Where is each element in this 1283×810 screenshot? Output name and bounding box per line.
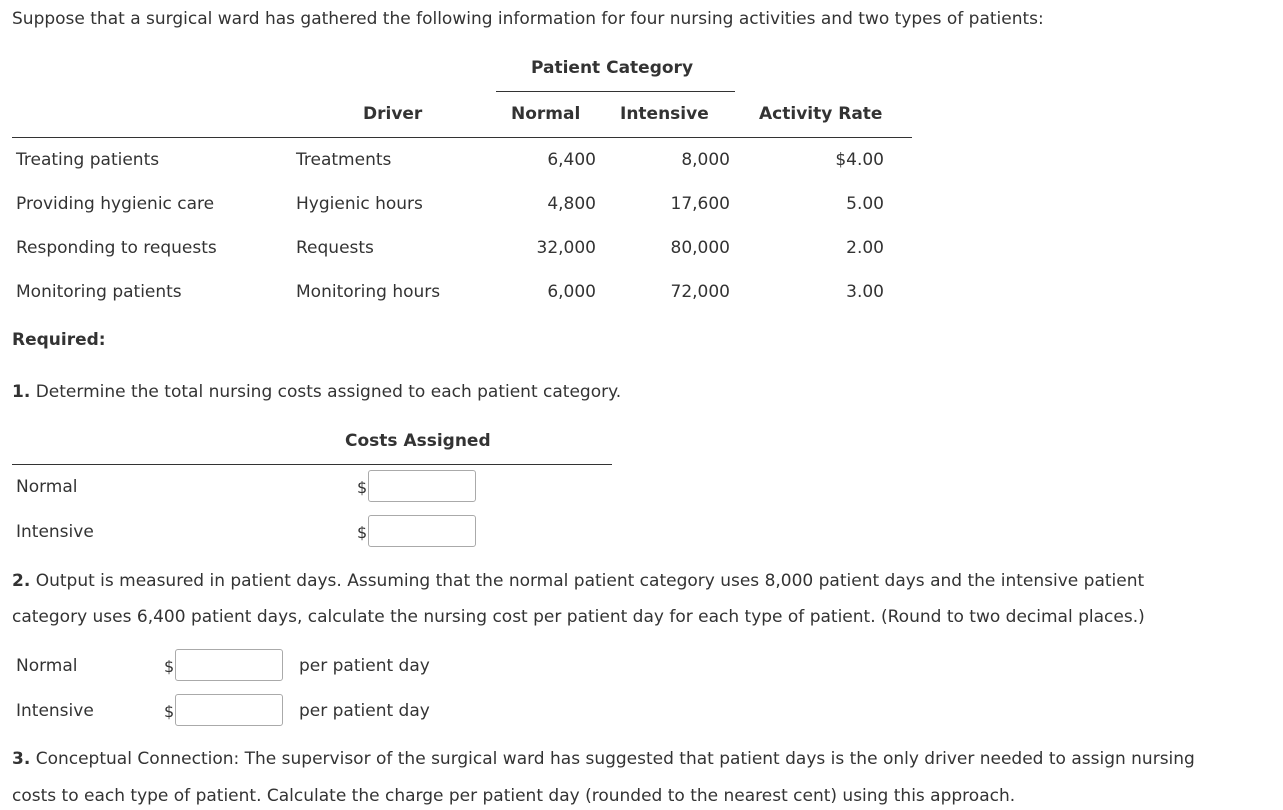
rate-cell: 3.00: [846, 282, 884, 302]
q1-text: Determine the total nursing costs assigned to each patient category.: [35, 382, 622, 402]
q2-intensive-per-day-input[interactable]: [175, 694, 283, 726]
header-rule: [12, 137, 912, 138]
q1-normal-cost-input[interactable]: [368, 470, 476, 502]
normal-header: Normal: [511, 104, 581, 124]
driver-cell: Treatments: [296, 150, 392, 170]
intensive-cell: 8,000: [681, 150, 730, 170]
q2-normal-label: Normal: [16, 656, 78, 676]
q2-normal-unit: per patient day: [299, 656, 430, 676]
q1-intensive-label: Intensive: [16, 522, 94, 542]
required-heading: Required:: [12, 330, 106, 350]
q3-text-line1: Conceptual Connection: The supervisor of the surgical ward has suggested that patient days is the only driver needed to assign nursing: [35, 749, 1195, 769]
q2-number: 2.: [12, 571, 31, 591]
group-header-rule: [496, 91, 735, 92]
q1-intensive-cost-input[interactable]: [368, 515, 476, 547]
intensive-cell: 17,600: [670, 194, 730, 214]
q3-number: 3.: [12, 749, 31, 769]
q1-prompt: [12, 382, 621, 402]
activity-label: Treating patients: [16, 150, 160, 170]
intensive-cell: 80,000: [670, 238, 730, 258]
q2-text-line2: category uses 6,400 patient days, calculate the nursing cost per patient day for each type of patient. (Round to two decimal places.): [12, 607, 1145, 627]
q2-intensive-currency: $: [164, 702, 175, 721]
normal-cell: 4,800: [547, 194, 596, 214]
q3-prompt-line1: [12, 749, 1195, 769]
q2-normal-per-day-input[interactable]: [175, 649, 283, 681]
q2-prompt-line1: [12, 571, 1144, 591]
costs-assigned-header: Costs Assigned: [345, 431, 491, 451]
q2-normal-currency: $: [164, 657, 175, 676]
costs-assigned-rule: [12, 464, 612, 465]
intensive-header: Intensive: [620, 104, 709, 124]
q1-normal-label: Normal: [16, 477, 78, 497]
q2-intensive-unit: per patient day: [299, 701, 430, 721]
normal-cell: 6,000: [547, 282, 596, 302]
q2-intensive-label: Intensive: [16, 701, 94, 721]
rate-cell: 2.00: [846, 238, 884, 258]
normal-cell: 32,000: [536, 238, 596, 258]
rate-cell: 5.00: [846, 194, 884, 214]
activity-rate-header: Activity Rate: [759, 104, 883, 124]
activity-label: Providing hygienic care: [16, 194, 215, 214]
q1-intensive-currency: $: [357, 523, 368, 542]
rate-cell: $4.00: [835, 150, 884, 170]
driver-cell: Requests: [296, 238, 374, 258]
driver-cell: Hygienic hours: [296, 194, 423, 214]
driver-cell: Monitoring hours: [296, 282, 441, 302]
intro-text: Suppose that a surgical ward has gathered the following information for four nursing activities and two types of patients:: [12, 9, 1044, 29]
intensive-cell: 72,000: [670, 282, 730, 302]
driver-header: Driver: [363, 104, 423, 124]
q1-normal-currency: $: [357, 478, 368, 497]
q2-text-line1: Output is measured in patient days. Assuming that the normal patient category uses 8,000 patient days and the intensive patient: [35, 571, 1145, 591]
activity-label: Responding to requests: [16, 238, 217, 258]
patient-category-header: Patient Category: [531, 58, 694, 78]
normal-cell: 6,400: [547, 150, 596, 170]
activity-label: Monitoring patients: [16, 282, 182, 302]
q3-text-line2: costs to each type of patient. Calculate the charge per patient day (rounded to the nearest cent) using this approach.: [12, 786, 1016, 806]
q1-number: 1.: [12, 382, 31, 402]
